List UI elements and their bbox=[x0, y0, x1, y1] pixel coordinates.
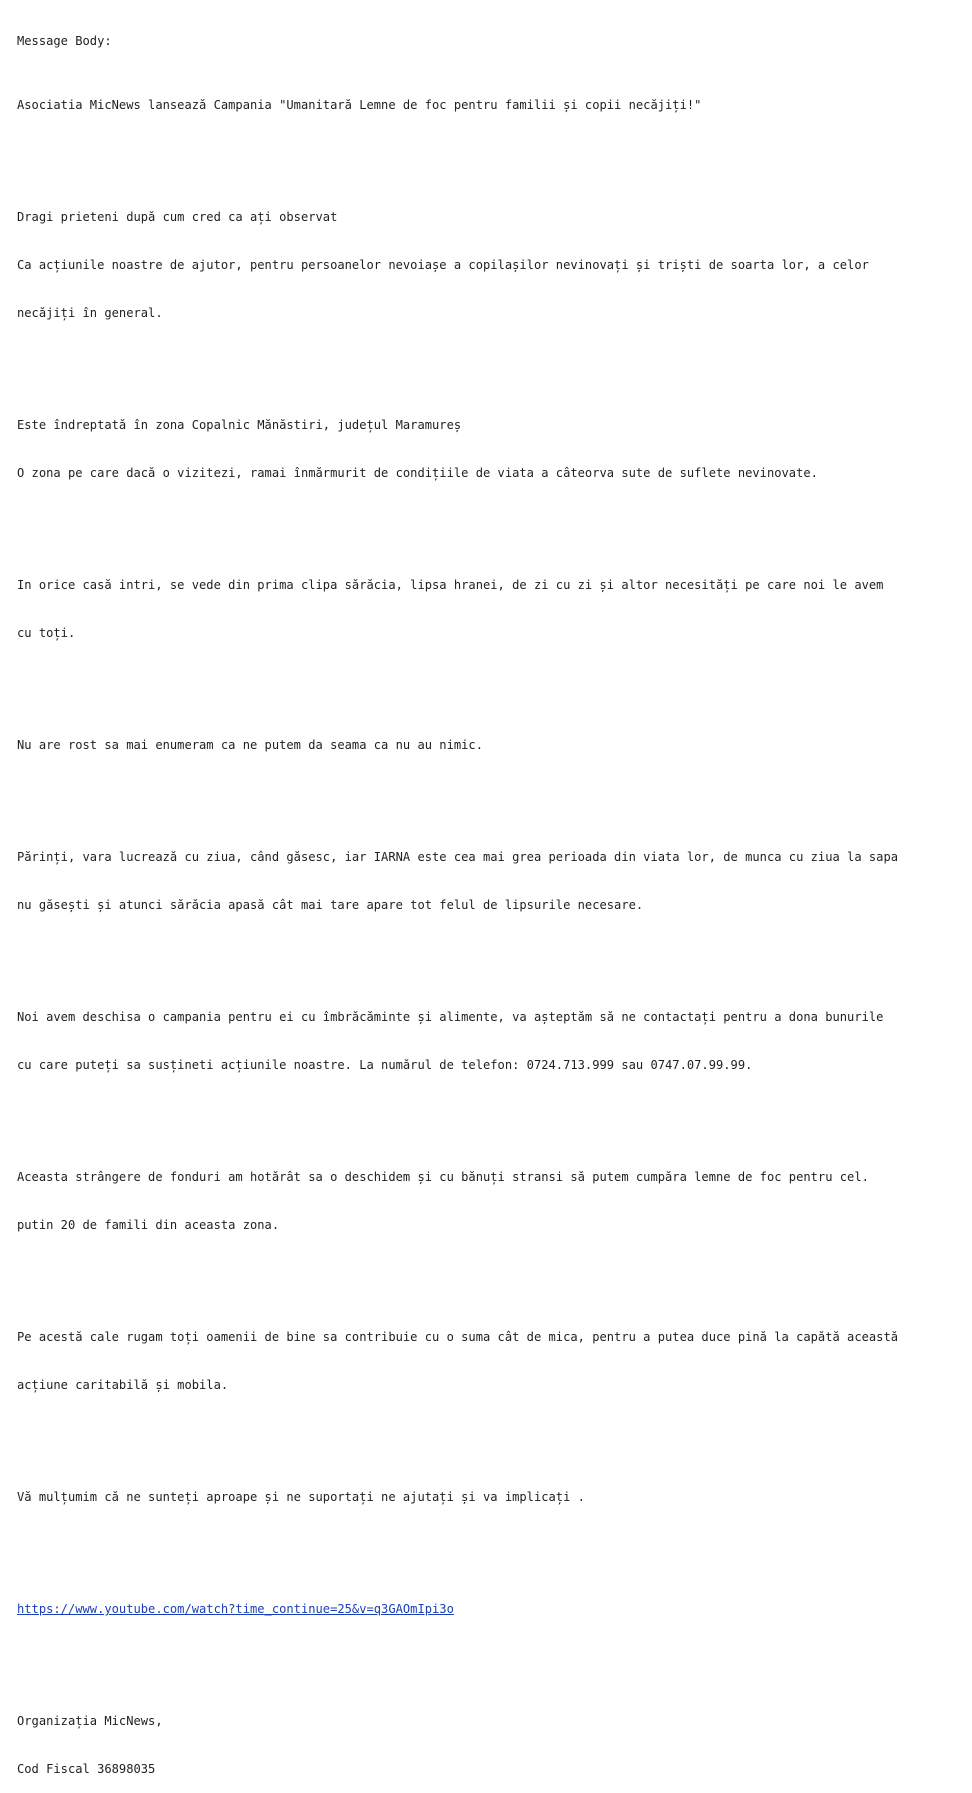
signature-line: Organizația MicNews, bbox=[17, 1714, 163, 1728]
paragraph-spacer bbox=[17, 1105, 967, 1121]
paragraph-line: putin 20 de famili din aceasta zona. bbox=[17, 1218, 280, 1232]
youtube-link[interactable]: https://www.youtube.com/watch?time_continue=25&v=q3GAOmIpi3o bbox=[17, 1602, 454, 1616]
paragraph-line: Noi avem deschisa o campania pentru ei cu îmbrăcăminte și alimente, va așteptăm să ne contactați pentru a dona bunurile bbox=[17, 1010, 884, 1024]
paragraph-line: Pe acestă cale rugam toți oamenii de bine sa contribuie cu o suma cât de mica, pentru a putea duce pină la capătă această bbox=[17, 1330, 899, 1344]
paragraph-line: Ca acțiunile noastre de ajutor, pentru persoanelor nevoiașe a copilașilor nevinovați și triști de soarta lor, a celor bbox=[17, 258, 869, 272]
paragraph-line: acțiune caritabilă și mobila. bbox=[17, 1378, 229, 1392]
message-body bbox=[17, 1, 967, 1793]
paragraph-line: cu toți. bbox=[17, 626, 76, 640]
paragraph-line: Este îndreptată în zona Copalnic Mănăstiri, județul Maramureș bbox=[17, 418, 462, 432]
paragraph-line: Aceasta strângere de fonduri am hotărât sa o deschidem și cu bănuți stransi să putem cumpăra lemne de foc pentru cel. bbox=[17, 1170, 869, 1184]
message-body-label: Message Body: bbox=[17, 34, 112, 48]
paragraph-line: In orice casă intri, se vede din prima clipa sărăcia, lipsa hranei, de zi cu zi și altor necesități pe care noi le avem bbox=[17, 578, 884, 592]
paragraph-line: nu găsești și atunci sărăcia apasă cât mai tare apare tot felul de lipsurile necesare. bbox=[17, 898, 644, 912]
paragraph-line: necăjiți în general. bbox=[17, 306, 163, 320]
paragraph-spacer bbox=[17, 673, 967, 689]
paragraph-spacer bbox=[17, 945, 967, 961]
paragraph-line: Dragi prieteni după cum cred ca ați observat bbox=[17, 210, 338, 224]
paragraph-spacer bbox=[17, 1649, 967, 1665]
paragraph-spacer bbox=[17, 1537, 967, 1553]
signature-line: Cod Fiscal 36898035 bbox=[17, 1762, 156, 1776]
paragraph-line: Vă mulțumim că ne sunteți aproape și ne suportați ne ajutați și va implicați . bbox=[17, 1490, 585, 1504]
paragraph-spacer bbox=[17, 145, 967, 161]
paragraph-spacer bbox=[17, 1265, 967, 1281]
paragraph-line: Nu are rost sa mai enumeram ca ne putem da seama ca nu au nimic. bbox=[17, 738, 483, 752]
paragraph-spacer bbox=[17, 353, 967, 369]
paragraph-spacer bbox=[17, 513, 967, 529]
intro-line: Asociatia MicNews lansează Campania "Umanitară Lemne de foc pentru familii și copii necăjiți!" bbox=[17, 98, 702, 112]
paragraph-line: Părinți, vara lucrează cu ziua, când găsesc, iar IARNA este cea mai grea perioada din viata lor, de munca cu ziua la sapa bbox=[17, 850, 899, 864]
paragraph-line: O zona pe care dacă o vizitezi, ramai înmărmurit de condițiile de viata a câteorva sute de suflete nevinovate. bbox=[17, 466, 818, 480]
paragraph-spacer bbox=[17, 1425, 967, 1441]
paragraph-spacer bbox=[17, 785, 967, 801]
paragraph-line: cu care puteți sa susțineti acțiunile noastre. La numărul de telefon: 0724.713.999 sau 0747.07.99.99. bbox=[17, 1058, 753, 1072]
